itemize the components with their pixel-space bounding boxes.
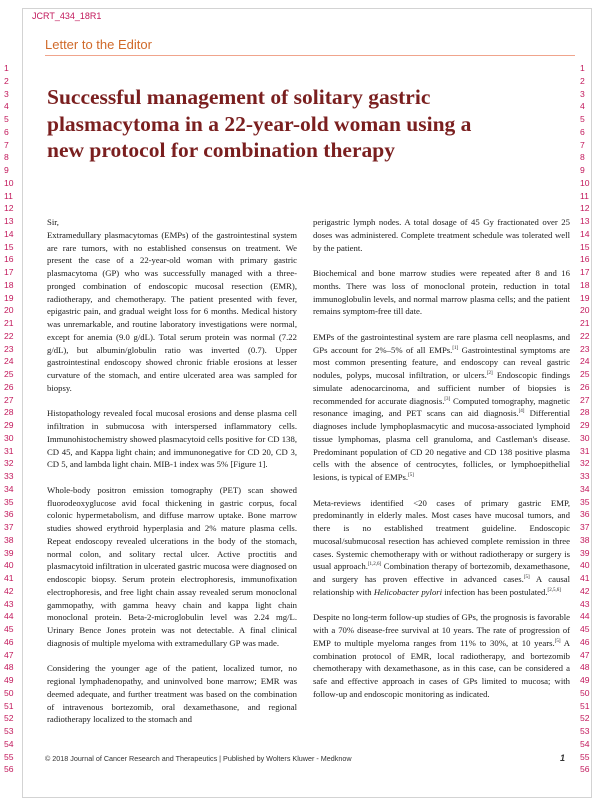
line-number: 42 — [4, 585, 14, 596]
line-number: 22 — [4, 330, 14, 341]
line-number: 22 — [580, 330, 590, 341]
line-number: 12 — [4, 203, 14, 214]
text-run: Meta-reviews identified <20 cases of primary gastric EMP, predominantly in elderly males. Most cases have mucosal tumors, and there is no established treatment guideline. Endoscopic mucosal/submucosal resection has achieved complete remission in three cases. Systemic chemotherapy with or without radiotherapy or surgery is usual approach. — [313, 497, 570, 572]
line-number: 8 — [580, 152, 585, 163]
line-number: 29 — [580, 420, 590, 430]
line-number: 35 — [4, 496, 14, 507]
line-number: 40 — [4, 560, 14, 571]
line-number: 47 — [4, 649, 14, 660]
line-number: 38 — [4, 534, 14, 545]
line-number: 18 — [4, 279, 14, 290]
line-number: 32 — [4, 458, 14, 469]
line-number: 1 — [580, 63, 585, 73]
text-run: Combination therapy of bortezomib, dexamethasone, and surgery has proven effective in advanced cases. — [313, 561, 570, 584]
line-numbers-right — [580, 62, 594, 776]
line-number: 52 — [4, 713, 14, 724]
line-number: 11 — [580, 190, 589, 201]
line-number: 56 — [4, 764, 14, 775]
line-number: 6 — [4, 126, 9, 137]
line-number: 53 — [580, 726, 590, 736]
line-number: 13 — [580, 216, 590, 226]
line-number: 26 — [4, 381, 14, 392]
line-number: 41 — [4, 573, 14, 583]
line-number: 16 — [4, 254, 14, 265]
citation[interactable]: [3] — [444, 396, 451, 402]
line-number: 25 — [4, 369, 14, 379]
text-run: EMPs of the gastrointestinal system are rare plasma cell neoplasms, and GPs account for 2%–5% of all EMPs. — [313, 331, 570, 355]
line-number: 54 — [580, 738, 590, 749]
line-number: 46 — [4, 636, 14, 647]
text-run: infection has been postulated. — [442, 586, 548, 597]
line-number: 18 — [580, 279, 590, 290]
line-number: 45 — [580, 624, 590, 634]
line-number: 39 — [4, 547, 14, 558]
line-number: 27 — [580, 394, 590, 405]
line-number: 7 — [580, 139, 585, 150]
line-number: 38 — [580, 534, 590, 545]
line-number: 2 — [4, 75, 9, 86]
line-number: 4 — [580, 101, 585, 112]
line-number: 20 — [4, 305, 14, 316]
line-number: 14 — [4, 228, 14, 239]
line-number: 17 — [4, 267, 14, 277]
line-number: 55 — [4, 751, 14, 762]
line-number: 41 — [580, 573, 590, 583]
line-number: 14 — [580, 228, 590, 239]
text-run: Endoscopic findings simulate adenocarcinoma, and sufficient number of biopsies is recommended for accurate diagnosis. — [313, 370, 570, 406]
line-number: 15 — [580, 241, 590, 252]
line-number: 49 — [580, 675, 590, 685]
line-number: 12 — [580, 203, 590, 214]
line-number: 43 — [4, 598, 14, 609]
line-number: 55 — [580, 751, 590, 762]
paragraph: Whole-body positron emission tomography (PET) scan showed fluorodeoxyglucose avid focal thickening in gastric corpus, focal colonic hypermetabolism, and diffuse marrow uptake. Bone marrow studies showed erythroid hyperplasia and 2% mature plasma cells. Repeat endoscopy revealed ulcerations in the body of the stomach, normal colon, and solitary rectal ulcer. Active proctitis and plasmacytoid infiltration in ulcerated gastric mucosa were diagnosed on endoscopic biopsy. Serum protein electrophoresis, immunofixation electrophoresis, and free light chain assay revealed serum monoclonal gammopathy, with gamma heavy chain and kappa light chain monoclonal protein. Beta-2-microglobulin level was 2.24 mg/L. Urinary Bence Jones protein was not detectable. A final clinical diagnosis of multiple myeloma with extramedullary GP was made. — [47, 484, 297, 648]
line-number: 25 — [580, 369, 590, 379]
line-number: 6 — [580, 126, 585, 137]
line-number: 5 — [580, 114, 585, 124]
header-rule — [45, 55, 575, 56]
citation[interactable]: [2] — [486, 371, 493, 377]
line-number: 40 — [580, 560, 590, 571]
citation[interactable]: [1,2,6] — [367, 562, 382, 568]
text-run: A causal relationship with — [313, 574, 570, 597]
line-number: 20 — [580, 305, 590, 316]
salutation: Sir, — [47, 217, 59, 227]
line-number: 23 — [4, 343, 14, 354]
line-number: 10 — [4, 177, 14, 188]
line-number: 44 — [4, 611, 14, 622]
line-number: 19 — [4, 292, 14, 303]
line-number: 53 — [4, 726, 14, 736]
line-number: 9 — [580, 165, 585, 175]
left-column — [47, 216, 297, 739]
line-number: 19 — [580, 292, 590, 303]
paragraph: Considering the younger age of the patient, localized tumor, no regional lymphadenopathy, and uninvolved bone marrow; EMR was deemed adequate, and further treatment was based on the combination of intravenous bortezomib, oral dexamethasone, and regional radiotherapy localized to the stomach and — [47, 663, 297, 725]
line-number: 34 — [4, 483, 14, 494]
line-number: 16 — [580, 254, 590, 265]
citation[interactable]: [5] — [408, 473, 414, 479]
line-number: 51 — [4, 700, 14, 711]
line-number: 10 — [580, 177, 590, 188]
line-number: 46 — [580, 636, 590, 647]
citation[interactable]: [4] — [518, 409, 525, 415]
line-number: 45 — [4, 624, 14, 634]
copyright-text: © 2018 Journal of Cancer Research and Therapeutics | Published by Wolters Kluwer - Medknow — [45, 754, 352, 763]
line-number: 8 — [4, 152, 9, 163]
line-number: 21 — [580, 318, 590, 328]
line-number: 28 — [580, 407, 590, 418]
text-run: Differential diagnoses include lymphoplasmacytic and mucosa-associated lymphoid tissue lymphomas, plasma cell granuloma, and Castleman's disease. Predominant population of CD 20 negative and CD 138 positive plasma cells with the absence of centrocytes, follicles, or lymphoepithelial lesions, is typical of EMPs. — [313, 408, 570, 482]
line-number: 36 — [4, 509, 14, 520]
citation[interactable]: [1] — [452, 345, 459, 351]
line-number: 11 — [4, 190, 13, 201]
line-number: 15 — [4, 241, 14, 252]
line-number: 42 — [580, 585, 590, 596]
line-number: 24 — [4, 356, 14, 367]
line-number: 30 — [580, 432, 590, 443]
page-footer — [45, 754, 575, 766]
line-number: 23 — [580, 343, 590, 354]
section-label: Letter to the Editor — [45, 37, 152, 52]
line-number: 27 — [4, 394, 14, 405]
line-number: 30 — [4, 432, 14, 443]
line-number: 37 — [4, 522, 14, 532]
page-number: 1 — [559, 753, 565, 763]
line-number: 4 — [4, 101, 9, 112]
line-number: 48 — [580, 662, 590, 673]
line-number: 34 — [580, 483, 590, 494]
line-number: 47 — [580, 649, 590, 660]
line-number: 5 — [4, 114, 9, 124]
line-number: 21 — [4, 318, 14, 328]
text-run: Gastrointestinal symptoms are most common presenting feature, and endoscopy can reveal gastric nodules, polyps, mucosal infiltration, or ulcers. — [313, 344, 570, 380]
citation[interactable]: [2,5,6] — [547, 587, 561, 593]
line-number: 32 — [580, 458, 590, 469]
line-number: 33 — [4, 471, 14, 481]
line-number: 56 — [580, 764, 590, 775]
italic-organism: Helicobacter pylori — [373, 586, 443, 597]
paragraph: Histopathology revealed focal mucosal erosions and dense plasma cell infiltration in submucosa with interspersed inflammatory cells. Immunohistochemistry showed plasmacytoid cells positive for CD 138, CD 45, and Kappa light chain; and immunonegative for CD 20, CD 3, CD 5, and lambda light chain. MIB-1 index was 5% [Figure 1]. — [47, 408, 297, 470]
line-number: 35 — [580, 496, 590, 507]
text-run: Computed tomography, magnetic resonance imaging, and PET scans can aid diagnosis. — [313, 395, 570, 419]
line-number: 33 — [580, 471, 590, 481]
line-number: 24 — [580, 356, 590, 367]
paragraph: Extramedullary plasmacytomas (EMPs) of the gastrointestinal system are rare tumors, with no established consensus on treatment. We present the case of a 22-year-old woman with primary gastric plasmacytoma (GP) who was successfully managed with a three-pronged combination of endoscopic mucosal resection (EMR), radiotherapy, and chemotherapy. The patient presented with fever, epigastric pain, and gradual weight loss for 6 months. Medical history was unremarkable, and routine laboratory investigations were normal, except for anemia (9.0 g/dL). Total serum protein was normal (7.22 g/dL), but albumin/globulin ratio was inverted (0.7). Upper gastrointestinal endoscopy showed chronic friable erosions at lesser curvature of the stomach, and entire ulcerated area was sampled for biopsy. — [47, 229, 297, 393]
article-title: Successful management of solitary gastric plasmacytoma in a 22-year-old woman using a new protocol for combination therapy — [47, 85, 472, 162]
line-number: 1 — [4, 63, 9, 73]
line-number: 37 — [580, 522, 590, 532]
line-number: 13 — [4, 216, 14, 226]
line-number: 50 — [4, 687, 14, 698]
line-number: 51 — [580, 700, 590, 711]
line-number: 48 — [4, 662, 14, 673]
text-run: Despite no long-term follow-up studies of GPs, the prognosis is favorable with a 70% disease-free survival at 10 years. The rate of progression of EMP to multiple myeloma ranges from 11% to 30%, at 10 years. — [313, 612, 570, 648]
line-number: 50 — [580, 687, 590, 698]
line-number: 26 — [580, 381, 590, 392]
right-column — [313, 216, 570, 713]
paragraph — [313, 497, 570, 599]
line-number: 44 — [580, 611, 590, 622]
line-number: 54 — [4, 738, 14, 749]
line-numbers-left — [4, 62, 18, 776]
paragraph: perigastric lymph nodes. A total dosage of 45 Gy fractionated over 25 doses was administered. Complete treatment schedule was tolerated well by the patient. — [313, 217, 570, 253]
line-number: 17 — [580, 267, 590, 277]
line-number: 31 — [580, 445, 590, 456]
line-number: 7 — [4, 139, 9, 150]
line-number: 2 — [580, 75, 585, 86]
paragraph — [313, 611, 570, 700]
citation[interactable]: [5] — [554, 638, 561, 644]
line-number: 29 — [4, 420, 14, 430]
line-number: 39 — [580, 547, 590, 558]
text-run: A combination protocol of EMR, local radiotherapy, and bortezomib chemotherapy with dexamethasone, as in this case, can be considered a safe and effective approach in cases of GPs limited to mucosa; with follow-up and endoscopic monitoring as indicated. — [313, 637, 571, 699]
paragraph: Biochemical and bone marrow studies were repeated after 8 and 16 months. There was loss of monoclonal protein, reduction in total immunoglobulin levels, and normal marrow plasma cells; and the patient remains symptom-free till date. — [313, 268, 570, 317]
line-number: 28 — [4, 407, 14, 418]
paragraph — [313, 331, 570, 484]
line-number: 36 — [580, 509, 590, 520]
line-number: 3 — [4, 88, 9, 99]
line-number: 31 — [4, 445, 14, 456]
citation[interactable]: [5] — [523, 575, 530, 581]
line-number: 43 — [580, 598, 590, 609]
line-number: 49 — [4, 675, 14, 685]
line-number: 9 — [4, 165, 9, 175]
line-number: 52 — [580, 713, 590, 724]
line-number: 3 — [580, 88, 585, 99]
manuscript-id: JCRT_434_18R1 — [32, 11, 102, 21]
